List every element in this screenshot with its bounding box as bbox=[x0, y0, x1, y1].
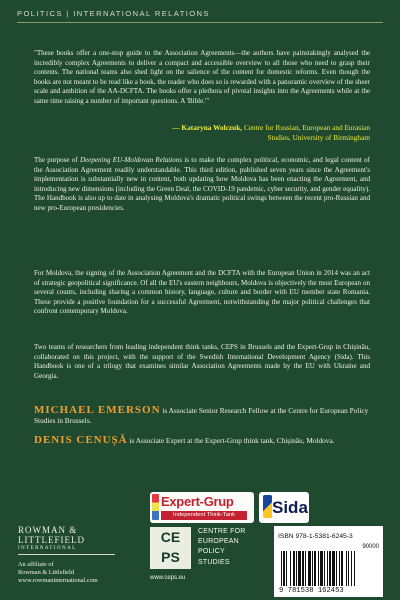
ceps-name-line-4: STUDIES bbox=[198, 558, 230, 566]
barcode-bar bbox=[346, 551, 347, 586]
barcode-digits: 9 781538 162453 bbox=[279, 587, 344, 595]
barcode-icon bbox=[281, 551, 374, 586]
description-paragraph-3: Two teams of researchers from leading independent think tanks, CEPS in Brussels and the Expert-Grup in Chișinău, collaborated on this project, with the support of the Swedish International Development Agency (Sida). This Handbook is one of a trilogy that examines similar Association Agreements made by the EU with Ukraine and Georgia. bbox=[34, 343, 370, 380]
sida-mark-icon bbox=[263, 495, 272, 518]
sida-logo bbox=[259, 492, 309, 523]
author-bio-2 bbox=[34, 436, 370, 446]
author-bio-text-1: is Associate Senior Research Fellow at the Centre for European Policy Studies in Brussels. bbox=[34, 406, 369, 425]
affiliate-line-2: Rowman & Littlefield bbox=[18, 569, 74, 576]
barcode-bar bbox=[318, 551, 319, 586]
author-name-2: DENIS CENUȘĂ bbox=[34, 434, 128, 446]
expert-grup-logo bbox=[150, 492, 254, 523]
barcode-bar bbox=[324, 551, 325, 586]
sida-name: Sida bbox=[272, 498, 308, 517]
attribution-name: — Kataryna Wolczuk, bbox=[172, 123, 243, 132]
barcode-bar bbox=[314, 551, 316, 586]
barcode-bar bbox=[354, 551, 355, 586]
expert-grup-mark-icon bbox=[152, 494, 159, 520]
ceps-letters: CE PS bbox=[160, 529, 181, 565]
barcode-bar bbox=[283, 551, 285, 586]
isbn-label: ISBN 978-1-5381-6245-3 bbox=[278, 533, 353, 540]
barcode-bar bbox=[286, 551, 287, 586]
expert-grup-tagline: Independent Think-Tank bbox=[161, 511, 247, 520]
publisher-logo bbox=[18, 525, 116, 585]
endorsement-quote: "These books offer a one-stop guide to the Association Agreements—the authors have painstakingly analysed the incredibly complex Agreements to deliver a compact and accessible overview to all those who need to grasp their contents. The national teams also shed light on the salience of the content for domestic reforms. Even though the books are not meant to be read like a book, the reader who does so is rewarded with a panoramic overview of the sheer scale and ambition of the AA-DCFTA. The books offer a plethora of pivotal insights into the Agreements while at the same time raising a number of important questions. A 'Bible.'" bbox=[34, 49, 370, 105]
barcode-bar bbox=[293, 551, 295, 586]
author-bio-text-2: is Associate Expert at the Expert-Grup think tank, Chișinău, Moldova. bbox=[127, 436, 335, 445]
barcode-bar bbox=[320, 551, 323, 586]
quote-attribution bbox=[150, 123, 370, 142]
author-bio-1 bbox=[34, 406, 370, 425]
description-paragraph-1 bbox=[34, 156, 370, 262]
ceps-logo bbox=[150, 527, 265, 591]
barcode-bar bbox=[341, 551, 343, 586]
barcode-bar bbox=[339, 551, 340, 586]
price-code: 90000 bbox=[362, 544, 379, 550]
publisher-divider bbox=[18, 554, 115, 555]
publisher-line-3: INTERNATIONAL bbox=[18, 546, 77, 551]
barcode-bar bbox=[327, 551, 328, 586]
barcode-bar bbox=[336, 551, 337, 586]
barcode-bar bbox=[312, 551, 313, 586]
ceps-name-line-1: CENTRE FOR bbox=[198, 528, 246, 535]
author-name-1: MICHAEL EMERSON bbox=[34, 404, 161, 416]
barcode-panel bbox=[274, 526, 383, 597]
publisher-line-1: ROWMAN & bbox=[18, 525, 78, 535]
paragraph-1-prefix: The purpose of bbox=[34, 156, 80, 164]
ceps-name-line-3: POLICY bbox=[198, 548, 225, 556]
ceps-name bbox=[198, 527, 262, 568]
barcode-bar bbox=[305, 551, 306, 586]
barcode-bar bbox=[296, 551, 297, 586]
barcode-bar bbox=[308, 551, 311, 586]
barcode-bar bbox=[348, 551, 349, 586]
book-title: Deepening EU-Moldovan Relations bbox=[80, 156, 183, 164]
ceps-name-line-2: EUROPEAN bbox=[198, 538, 239, 546]
barcode-bar bbox=[298, 551, 301, 586]
barcode-bar bbox=[332, 551, 335, 586]
affiliate-line-1: An affiliate of bbox=[18, 561, 54, 568]
attribution-affiliation: Centre for Russian, European and Eurasian Studies, University of Birmingham bbox=[243, 123, 370, 142]
publisher-line-2: LITTLEFIELD bbox=[18, 535, 85, 545]
barcode-bar bbox=[302, 551, 304, 586]
ceps-url: www.ceps.eu bbox=[150, 575, 186, 581]
barcode-bar bbox=[351, 551, 352, 586]
barcode-bar bbox=[329, 551, 331, 586]
category-label: POLITICS | INTERNATIONAL RELATIONS bbox=[17, 9, 210, 18]
barcode-bar bbox=[290, 551, 291, 586]
ceps-mark-icon bbox=[150, 527, 191, 569]
expert-grup-name: Expert-Grup bbox=[161, 494, 234, 509]
header-divider bbox=[17, 22, 383, 23]
barcode-bar bbox=[281, 551, 282, 586]
paragraph-1-text: is to make the complex political, economic, and legal content of the Association Agreement readily understandable. This third edition, published seven years since the Agreement's implementation is substantially new in content, both updating how Moldova has been enacting the Agreement, and introducing new dimensions (including the Green Deal, the COVID-19 pandemic, cyber security, and gender equality). The Handbook is also up to date in analysing Moldova's dramatic political swings between the recent pro-Russian and new pro-European presidencies. bbox=[34, 156, 370, 212]
description-paragraph-2: For Moldova, the signing of the Association Agreement and the DCFTA with the European Union in 2014 was an act of strategic geopolitical significance. Of all the EU's eastern neighbours, Moldova is objectively the most European on several counts, including sharing a common history, language, culture and border with EU member state Romania. These provide a positive foundation for a successful Agreement, notwithstanding the major political challenges that confront contemporary Moldova. bbox=[34, 269, 370, 316]
publisher-url: www.rowmaninternational.com bbox=[18, 577, 98, 584]
publisher-affiliate-text bbox=[18, 561, 116, 585]
